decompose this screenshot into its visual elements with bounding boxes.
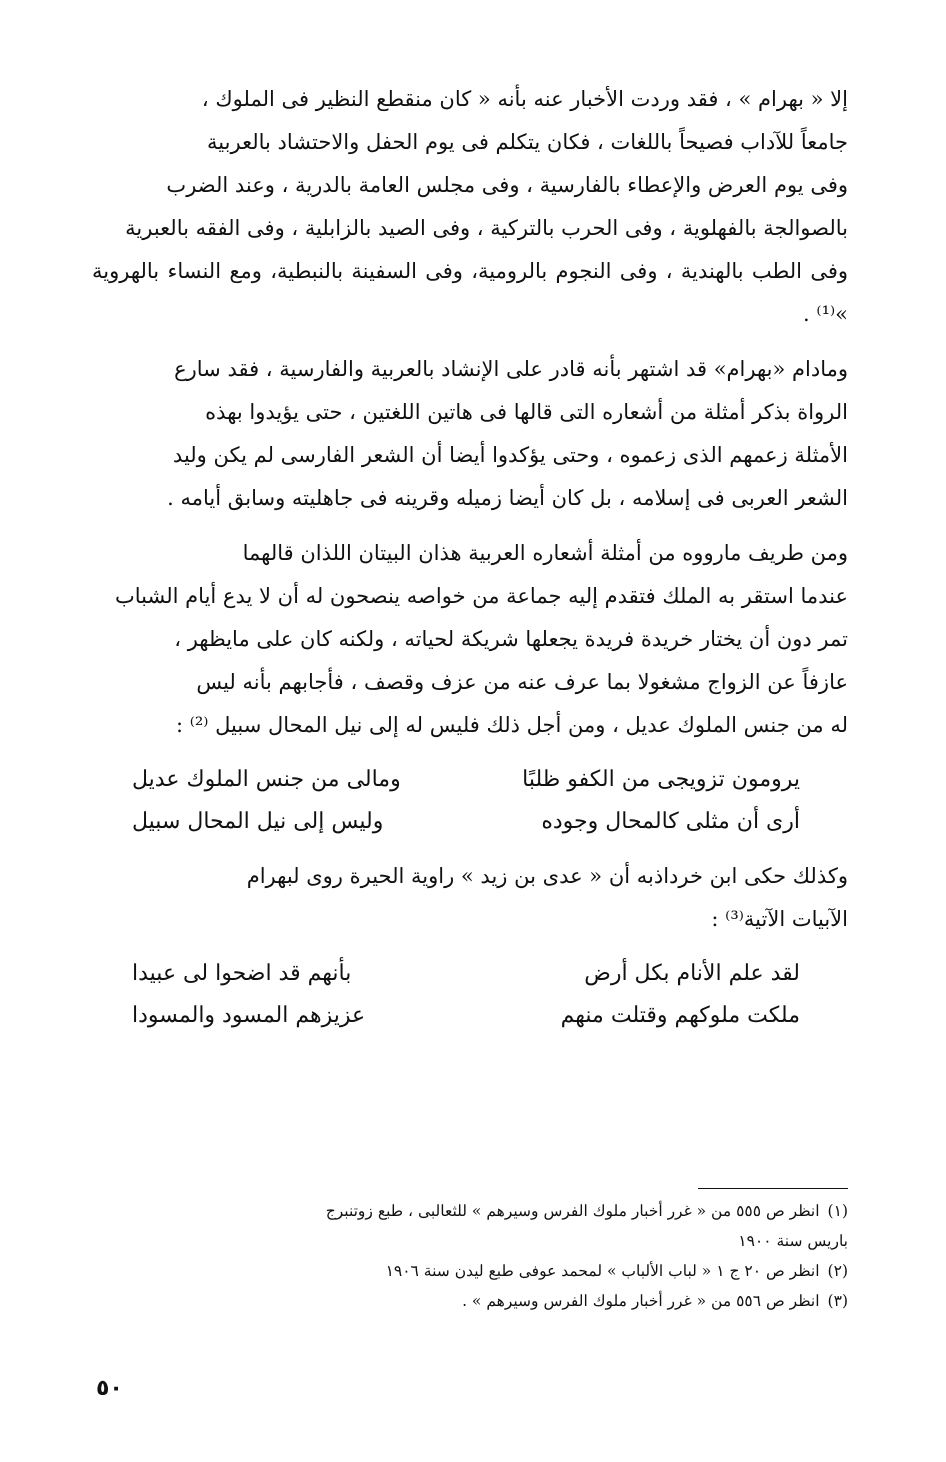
verse-first-hemistich: ملكت ملوكهم وقتلت منهم (560, 1003, 800, 1028)
poem-1 (132, 759, 800, 843)
paragraph-gap (92, 747, 848, 759)
page-body (92, 78, 848, 1037)
footnote-1-continued (92, 1226, 848, 1256)
paragraph-1 (92, 78, 848, 336)
poem-2 (132, 953, 800, 1037)
text-line: الآبيات الآتية⁽³⁾ : (711, 907, 848, 931)
footnote-number: (٣) (827, 1292, 848, 1310)
verse-second-hemistich: ومالى من جنس الملوك عديل (132, 767, 401, 792)
paragraph-4 (92, 855, 848, 941)
text-line: ومن طريف مارووه من أمثلة أشعاره العربية هذان البيتان اللذان قالهما (242, 541, 848, 565)
text-line: وكذلك حكى ابن خرداذبه أن « عدى بن زيد » راوية الحيرة روى لبهرام (246, 864, 848, 888)
text-line: وفى الطب بالهندية ، وفى النجوم بالرومية، وفى السفينة بالنبطية، ومع النساء بالهروية »⁽¹⁾ . (92, 259, 848, 326)
footnote-1 (92, 1196, 848, 1226)
paragraph-gap (92, 520, 848, 532)
text-line: الرواة بذكر أمثلة من أشعاره التى قالها فى هاتين اللغتين ، حتى يؤيدوا بهذه (205, 400, 848, 424)
text-line: وفى يوم العرض والإعطاء بالفارسية ، وفى مجلس العامة بالدرية ، وعند الضرب (166, 173, 848, 197)
text-line: بالصوالجة بالفهلوية ، وفى الحرب بالتركية ، وفى الصيد بالزابلية ، وفى الفقه بالعبرية (125, 216, 848, 240)
paragraph-gap (92, 336, 848, 348)
text-line: تمر دون أن يختار خريدة فريدة يجعلها شريكة لحياته ، ولكنه كان على مايظهر ، (174, 627, 848, 651)
paragraph-gap (92, 941, 848, 953)
poem-verse (132, 759, 800, 801)
footnote-text: انظر ص ٢٠ ج ١ « لباب الألباب » لمحمد عوفى طبع ليدن سنة ١٩٠٦ (385, 1262, 820, 1280)
verse-second-hemistich: بأنهم قد اضحوا لى عبيدا (132, 961, 352, 986)
poem-verse (132, 995, 800, 1037)
poem-verse (132, 953, 800, 995)
text-line: جامعاً للآداب فصيحاً باللغات ، فكان يتكلم فى يوم الحفل والاحتشاد بالعربية (207, 130, 848, 154)
footnote-2 (92, 1256, 848, 1286)
footnote-number: (١) (827, 1202, 848, 1220)
page-number: ٥٠ (96, 1376, 123, 1401)
text-line: عازفاً عن الزواج مشغولا بما عرف عنه من عزف وقصف ، فأجابهم بأنه ليس (196, 670, 848, 694)
verse-first-hemistich: لقد علم الأنام بكل أرض (584, 961, 800, 986)
text-line: له من جنس الملوك عديل ، ومن أجل ذلك فليس له إلى نيل المحال سبيل ⁽²⁾ : (175, 713, 848, 737)
poem-verse (132, 801, 800, 843)
footnote-text: باريس سنة ١٩٠٠ (738, 1232, 848, 1250)
text-line: ومادام «بهرام» قد اشتهر بأنه قادر على الإنشاد بالعربية والفارسية ، فقد سارع (174, 357, 848, 381)
text-line: إلا « بهرام » ، فقد وردت الأخبار عنه بأنه « كان منقطع النظير فى الملوك ، (201, 87, 848, 111)
paragraph-gap (92, 843, 848, 855)
text-line: عندما استقر به الملك فتقدم إليه جماعة من خواصه ينصحون له أن لا يدع أيام الشباب (115, 584, 848, 608)
footnote-divider (698, 1188, 848, 1189)
footnote-number: (٢) (827, 1262, 848, 1280)
footnote-text: انظر ص ٥٥٥ من « غرر أخبار ملوك الفرس وسيرهم » للثعالبى ، طبع زوتنبرج (325, 1202, 820, 1220)
verse-second-hemistich: عزيزهم المسود والمسودا (132, 1003, 366, 1028)
verse-first-hemistich: يرومون تزويجى من الكفو ظلبًا (522, 767, 800, 792)
text-line: الشعر العربى فى إسلامه ، بل كان أيضا زميله وقرينه فى جاهليته وسابق أيامه . (167, 486, 848, 510)
paragraph-2 (92, 348, 848, 520)
text-line: الأمثلة زعمهم الذى زعموه ، وحتى يؤكدوا أيضا أن الشعر الفارسى لم يكن وليد (172, 443, 848, 467)
verse-first-hemistich: أرى أن مثلى كالمحال وجوده (541, 809, 800, 834)
footnotes (92, 1196, 848, 1316)
verse-second-hemistich: وليس إلى نيل المحال سبيل (132, 809, 384, 834)
paragraph-3 (92, 532, 848, 747)
footnote-3 (92, 1286, 848, 1316)
footnote-text: انظر ص ٥٥٦ من « غرر أخبار ملوك الفرس وسيرهم » . (462, 1292, 820, 1310)
